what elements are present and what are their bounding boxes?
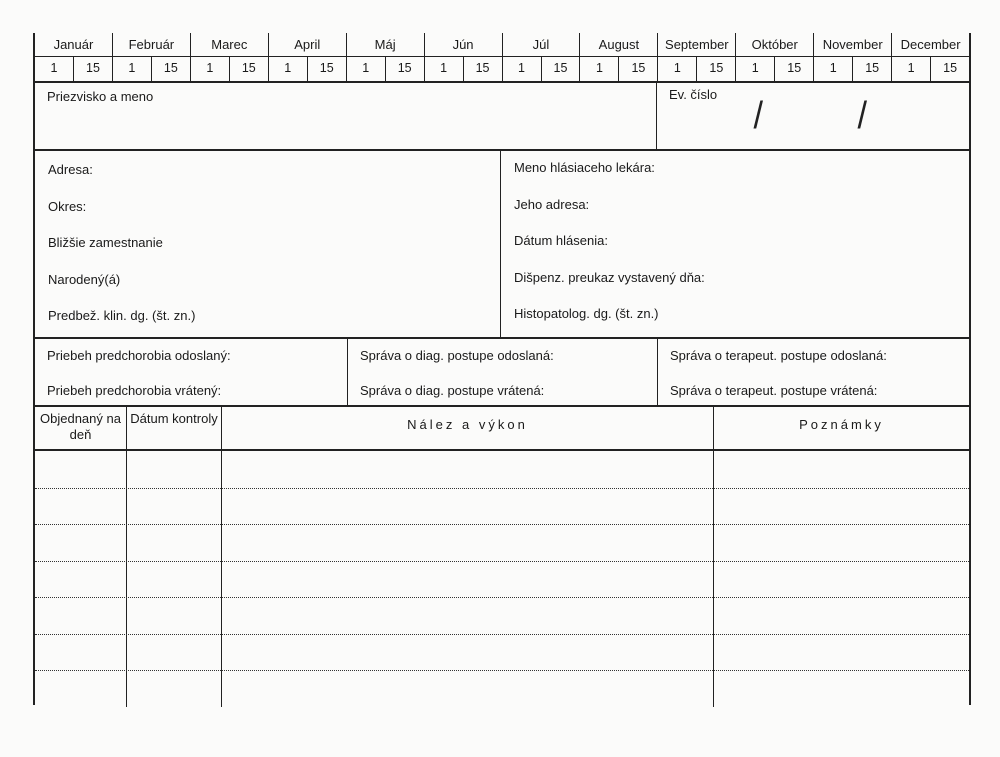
address-row	[35, 149, 969, 339]
month-half-cell[interactable]: 15	[774, 57, 813, 81]
month-column	[425, 33, 503, 81]
month-column	[269, 33, 347, 81]
diagnostic-status-block	[348, 337, 658, 405]
month-half-cell[interactable]: 15	[73, 57, 112, 81]
month-column	[347, 33, 425, 81]
month-name: Máj	[347, 33, 424, 57]
month-half-cell[interactable]: 15	[541, 57, 580, 81]
month-half-cell[interactable]: 1	[595, 61, 603, 75]
month-name: April	[269, 33, 346, 57]
notes-column[interactable]	[714, 451, 969, 707]
therapy-status-block	[658, 337, 969, 405]
month-halves	[580, 57, 657, 81]
doctor-info-block	[501, 149, 969, 337]
month-halves	[113, 57, 190, 81]
birth-field[interactable]: Narodený(á)	[48, 271, 121, 287]
month-name: Október	[736, 33, 813, 57]
status-row	[35, 337, 969, 407]
reporting-doctor-field[interactable]: Meno hlásiaceho lekára:	[514, 160, 655, 175]
history-sent-field[interactable]: Priebeh predchorobia odoslaný:	[47, 348, 231, 363]
month-half-cell[interactable]: 1	[284, 61, 292, 75]
findings-column[interactable]	[222, 451, 714, 707]
month-half-cell[interactable]: 1	[440, 61, 448, 75]
month-name: August	[580, 33, 657, 57]
month-column	[503, 33, 581, 81]
month-half-cell[interactable]: 15	[696, 57, 735, 81]
month-name: Júl	[503, 33, 580, 57]
month-half-cell[interactable]: 1	[907, 61, 915, 75]
month-halves	[269, 57, 346, 81]
occupation-field[interactable]: Bližšie zamestnanie	[48, 235, 163, 250]
header-check-date: Dátum kontroly	[127, 405, 222, 449]
month-halves	[425, 57, 502, 81]
month-name: Február	[113, 33, 190, 57]
address-field[interactable]: Adresa:	[48, 162, 93, 177]
month-half-cell[interactable]: 15	[307, 57, 346, 81]
month-column	[580, 33, 658, 81]
month-column	[814, 33, 892, 81]
header-notes: Poznámky	[799, 417, 884, 432]
month-name: December	[892, 33, 969, 57]
district-field[interactable]: Okres:	[48, 198, 87, 214]
month-name: Marec	[191, 33, 268, 57]
month-halves	[814, 57, 891, 81]
ordered-date-column[interactable]	[35, 451, 127, 707]
name-field[interactable]	[35, 81, 657, 149]
month-halves	[35, 57, 112, 81]
month-halves	[503, 57, 580, 81]
month-half-cell[interactable]: 15	[618, 57, 657, 81]
month-half-cell[interactable]: 15	[385, 57, 424, 81]
visits-table	[35, 405, 969, 705]
month-half-cell[interactable]: 1	[362, 61, 370, 75]
month-half-cell[interactable]: 1	[673, 61, 681, 75]
patient-info-block	[35, 149, 501, 337]
month-halves	[191, 57, 268, 81]
month-halves	[347, 57, 424, 81]
month-half-cell[interactable]: 15	[930, 57, 969, 81]
report-date-field[interactable]: Dátum hlásenia:	[514, 233, 608, 248]
month-halves	[892, 57, 969, 81]
month-halves	[658, 57, 735, 81]
dispensary-card-field[interactable]: Dišpenz. preukaz vystavený dňa:	[514, 269, 705, 285]
therapy-returned-field[interactable]: Správa o terapeut. postupe vrátená:	[670, 383, 878, 398]
month-column	[658, 33, 736, 81]
month-half-cell[interactable]: 1	[829, 61, 837, 75]
month-header-row	[35, 33, 969, 83]
header-findings: Nález a výkon	[222, 405, 714, 449]
month-column	[35, 33, 113, 81]
header-ordered-date: Objednaný na deň	[35, 405, 127, 449]
registration-number-field[interactable]	[657, 81, 969, 149]
month-half-cell[interactable]: 15	[151, 57, 190, 81]
month-half-cell[interactable]: 1	[751, 61, 759, 75]
doctor-address-field[interactable]: Jeho adresa:	[514, 196, 590, 212]
histopathology-diagnosis-field[interactable]: Histopatolog. dg. (št. zn.)	[514, 306, 659, 321]
month-name: September	[658, 33, 735, 57]
name-row	[35, 81, 969, 151]
history-returned-field[interactable]: Priebeh predchorobia vrátený:	[47, 383, 222, 398]
preliminary-diagnosis-field[interactable]: Predbež. klin. dg. (št. zn.)	[48, 308, 196, 323]
month-name: November	[814, 33, 891, 57]
table-header	[35, 405, 969, 451]
ev-slash-1: /	[753, 95, 764, 137]
month-column	[736, 33, 814, 81]
month-column	[892, 33, 969, 81]
table-body	[35, 451, 969, 707]
month-half-cell[interactable]: 15	[229, 57, 268, 81]
month-half-cell[interactable]: 1	[128, 61, 136, 75]
check-date-column[interactable]	[127, 451, 222, 707]
month-half-cell[interactable]: 1	[206, 61, 214, 75]
history-status-block	[35, 337, 348, 405]
month-half-cell[interactable]: 15	[463, 57, 502, 81]
month-half-cell[interactable]: 15	[852, 57, 891, 81]
month-name: Jún	[425, 33, 502, 57]
diag-sent-field[interactable]: Správa o diag. postupe odoslaná:	[360, 348, 554, 363]
month-name: Január	[35, 33, 112, 57]
month-halves	[736, 57, 813, 81]
ev-number-label: Ev. číslo	[669, 87, 718, 102]
month-half-cell[interactable]: 1	[518, 61, 525, 75]
name-label: Priezvisko a meno	[47, 89, 154, 104]
month-column	[113, 33, 191, 81]
diag-returned-field[interactable]: Správa o diag. postupe vrátená:	[360, 383, 545, 398]
therapy-sent-field[interactable]: Správa o terapeut. postupe odoslaná:	[670, 348, 887, 363]
dispensary-record-card	[33, 33, 971, 705]
ev-slash-2: /	[857, 95, 868, 137]
month-column	[191, 33, 269, 81]
month-half-cell[interactable]: 1	[50, 61, 58, 75]
